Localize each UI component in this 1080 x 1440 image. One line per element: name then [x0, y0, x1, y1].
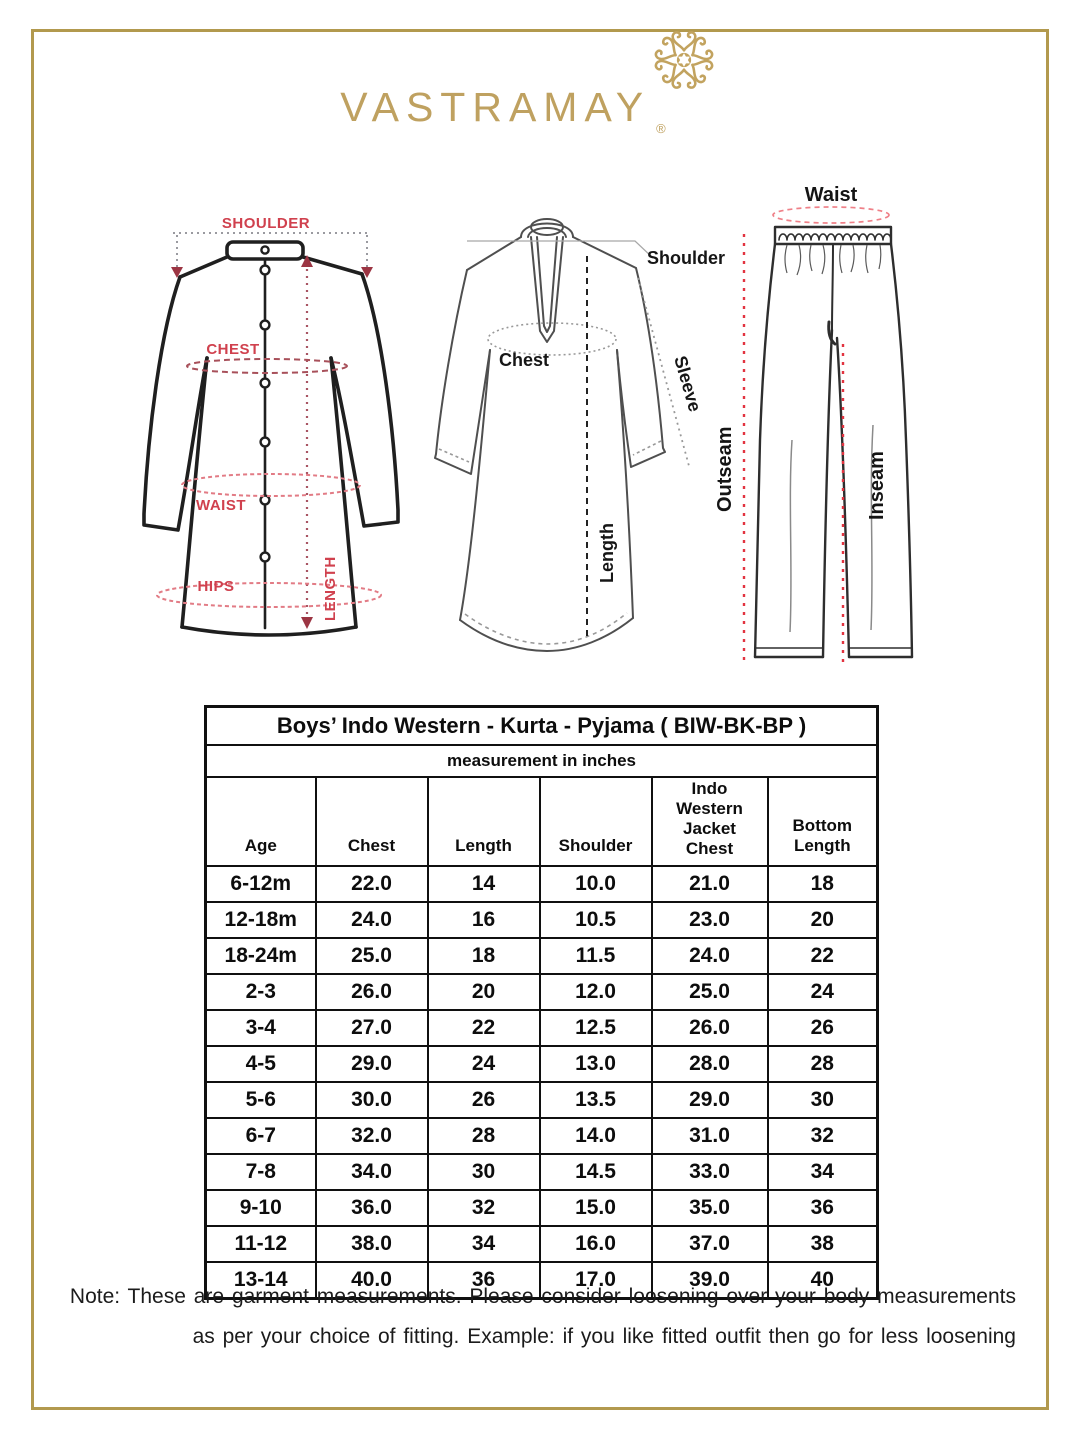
- size-table-row: [206, 938, 878, 974]
- kurta-length-label: Length: [597, 523, 617, 583]
- cell-length: 14: [428, 866, 540, 902]
- jacket-shoulder-label: SHOULDER: [221, 215, 311, 232]
- cell-shoulder: 13.5: [540, 1082, 652, 1118]
- cell-shoulder: 14.0: [540, 1118, 652, 1154]
- cell-chest: 27.0: [316, 1010, 428, 1046]
- cell-age: 5-6: [206, 1082, 316, 1118]
- jacket-hips-label: HIPS: [197, 578, 235, 595]
- cell-length: 30: [428, 1154, 540, 1190]
- cell-jacket-chest: 25.0: [652, 974, 768, 1010]
- cell-chest: 36.0: [316, 1190, 428, 1226]
- cell-bottom-length: 38: [768, 1226, 878, 1262]
- size-table-row: [206, 866, 878, 902]
- cell-jacket-chest: 37.0: [652, 1226, 768, 1262]
- col-header-length: Length: [428, 777, 540, 866]
- cell-jacket-chest: 21.0: [652, 866, 768, 902]
- cell-bottom-length: 26: [768, 1010, 878, 1046]
- note-text: [60, 1277, 1016, 1357]
- cell-chest: 30.0: [316, 1082, 428, 1118]
- cell-age: 13-14: [206, 1262, 316, 1299]
- col-header-shoulder: Shoulder: [540, 777, 652, 866]
- col-header-chest: Chest: [316, 777, 428, 866]
- cell-age: 6-7: [206, 1118, 316, 1154]
- cell-chest: 32.0: [316, 1118, 428, 1154]
- brand-logo: [0, 84, 1006, 136]
- cell-bottom-length: 24: [768, 974, 878, 1010]
- cell-jacket-chest: 29.0: [652, 1082, 768, 1118]
- pyjama-outseam-label: Outseam: [714, 426, 736, 512]
- cell-bottom-length: 28: [768, 1046, 878, 1082]
- kurta-outline: [435, 219, 665, 651]
- cell-length: 34: [428, 1226, 540, 1262]
- measure-arrow-icons: [171, 255, 373, 629]
- size-table-row: [206, 1190, 878, 1226]
- jacket-outline: [144, 242, 398, 635]
- brand-name: VASTRAMAY: [340, 84, 651, 130]
- cell-chest: 40.0: [316, 1262, 428, 1299]
- pyjama-crease-lines: [790, 425, 873, 632]
- size-table-row: [206, 974, 878, 1010]
- cell-jacket-chest: 28.0: [652, 1046, 768, 1082]
- cell-jacket-chest: 31.0: [652, 1118, 768, 1154]
- col-header-age: Age: [206, 777, 316, 866]
- cell-bottom-length: 32: [768, 1118, 878, 1154]
- cell-age: 11-12: [206, 1226, 316, 1262]
- cell-age: 9-10: [206, 1190, 316, 1226]
- registered-trademark: ®: [656, 121, 666, 136]
- pyjama-outline: [755, 227, 912, 657]
- cell-bottom-length: 36: [768, 1190, 878, 1226]
- cell-length: 32: [428, 1190, 540, 1226]
- cell-jacket-chest: 24.0: [652, 938, 768, 974]
- cell-chest: 38.0: [316, 1226, 428, 1262]
- table-subtitle: measurement in inches: [206, 745, 878, 777]
- cell-shoulder: 11.5: [540, 938, 652, 974]
- size-table-row: [206, 1010, 878, 1046]
- size-table-row: [206, 1082, 878, 1118]
- cell-chest: 24.0: [316, 902, 428, 938]
- cell-length: 26: [428, 1082, 540, 1118]
- cell-jacket-chest: 26.0: [652, 1010, 768, 1046]
- pyjama-measurement-diagram: [695, 160, 1053, 680]
- kurta-sleeve-label: Sleeve: [670, 353, 706, 414]
- col-header-bottom-length: Bottom Length: [768, 777, 878, 866]
- cell-chest: 25.0: [316, 938, 428, 974]
- cell-shoulder: 12.0: [540, 974, 652, 1010]
- pyjama-waist-label: Waist: [804, 184, 858, 206]
- cell-bottom-length: 30: [768, 1082, 878, 1118]
- cell-age: 4-5: [206, 1046, 316, 1082]
- cell-shoulder: 16.0: [540, 1226, 652, 1262]
- cell-bottom-length: 18: [768, 866, 878, 902]
- flower-rosette-icon: [654, 30, 714, 90]
- table-title: Boys’ Indo Western - Kurta - Pyjama ( BIW-BK-BP ): [206, 707, 878, 746]
- cell-chest: 34.0: [316, 1154, 428, 1190]
- cell-length: 18: [428, 938, 540, 974]
- cell-length: 20: [428, 974, 540, 1010]
- cell-age: 6-12m: [206, 866, 316, 902]
- kurta-shoulder-label: Shoulder: [647, 248, 726, 268]
- cell-shoulder: 17.0: [540, 1262, 652, 1299]
- col-header-jacket-chest: Indo Western Jacket Chest: [652, 777, 768, 866]
- cell-shoulder: 12.5: [540, 1010, 652, 1046]
- cell-jacket-chest: 23.0: [652, 902, 768, 938]
- cell-jacket-chest: 35.0: [652, 1190, 768, 1226]
- cell-bottom-length: 40: [768, 1262, 878, 1299]
- cell-shoulder: 13.0: [540, 1046, 652, 1082]
- jacket-measurement-diagram: [136, 183, 432, 675]
- cell-bottom-length: 20: [768, 902, 878, 938]
- size-table-row: [206, 902, 878, 938]
- size-table-row: [206, 1226, 878, 1262]
- size-chart-table: [204, 705, 879, 1300]
- cell-length: 28: [428, 1118, 540, 1154]
- kurta-chest-label: Chest: [499, 350, 550, 370]
- cell-chest: 29.0: [316, 1046, 428, 1082]
- cell-bottom-length: 22: [768, 938, 878, 974]
- cell-chest: 22.0: [316, 866, 428, 902]
- cell-length: 24: [428, 1046, 540, 1082]
- cell-age: 18-24m: [206, 938, 316, 974]
- jacket-waist-label: WAIST: [196, 497, 246, 514]
- cell-chest: 26.0: [316, 974, 428, 1010]
- note-line-2: as per your choice of fitting. Example: if you like fitted outfit then go for less loosening: [192, 1325, 1016, 1348]
- cell-length: 22: [428, 1010, 540, 1046]
- note-line-1: Note: These are garment measurements. Please consider loosening over your body measurements: [69, 1285, 1016, 1308]
- cell-age: 12-18m: [206, 902, 316, 938]
- cell-age: 3-4: [206, 1010, 316, 1046]
- cell-length: 36: [428, 1262, 540, 1299]
- cell-shoulder: 10.0: [540, 866, 652, 902]
- jacket-length-label: LENGTH: [322, 556, 339, 621]
- cell-shoulder: 14.5: [540, 1154, 652, 1190]
- cell-age: 7-8: [206, 1154, 316, 1190]
- cell-age: 2-3: [206, 974, 316, 1010]
- jacket-chest-label: CHEST: [206, 341, 260, 358]
- pyjama-inseam-label: Inseam: [866, 451, 888, 520]
- cell-bottom-length: 34: [768, 1154, 878, 1190]
- cell-jacket-chest: 39.0: [652, 1262, 768, 1299]
- size-table-row: [206, 1046, 878, 1082]
- cell-length: 16: [428, 902, 540, 938]
- cell-shoulder: 10.5: [540, 902, 652, 938]
- size-table-row: [206, 1118, 878, 1154]
- cell-jacket-chest: 33.0: [652, 1154, 768, 1190]
- size-table-row: [206, 1154, 878, 1190]
- cell-shoulder: 15.0: [540, 1190, 652, 1226]
- waist-measure-ellipse: [773, 207, 889, 223]
